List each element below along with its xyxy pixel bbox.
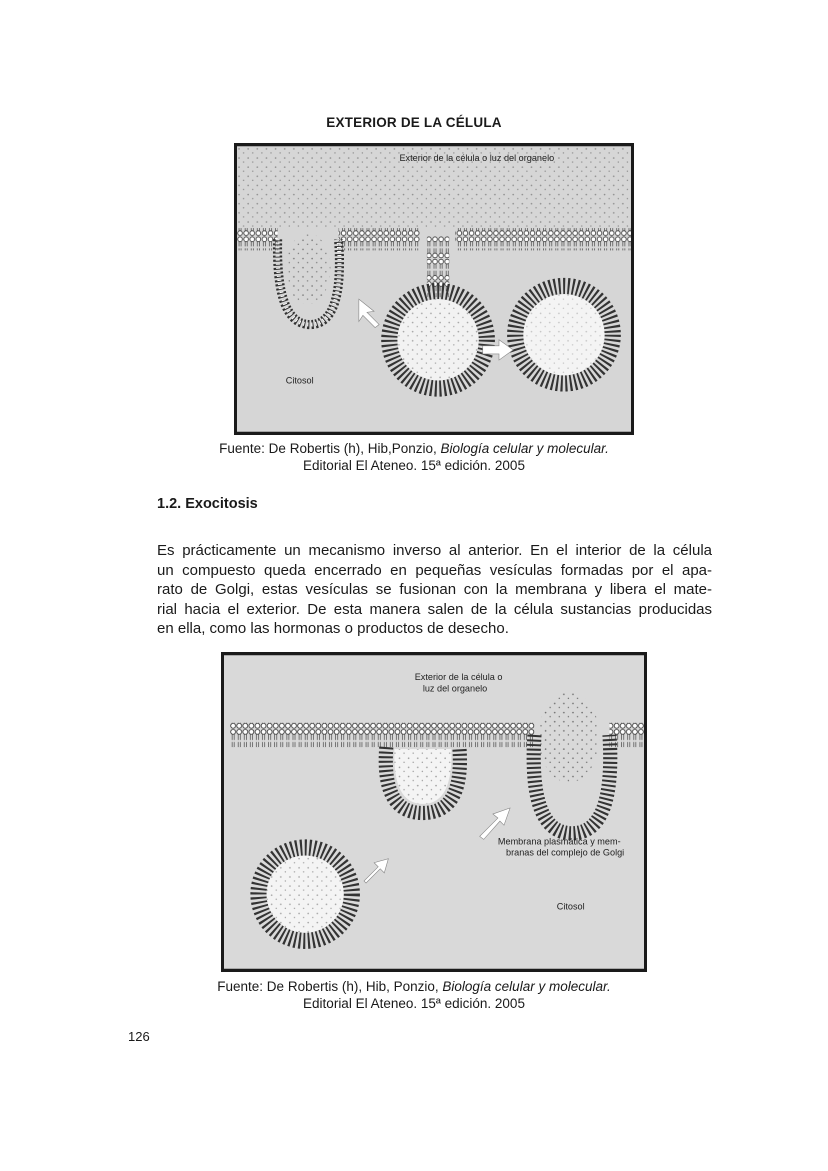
caption2-prefix: Fuente: De Robertis (h), Hib, Ponzio, — [217, 979, 443, 994]
caption1-prefix: Fuente: De Robertis (h), Hib,Ponzio, — [219, 441, 441, 456]
paragraph-line: Es prácticamente un mecanismo inverso al anterior. En el interior de la célula — [157, 542, 712, 559]
caption1-book-title: Biología celular y molecular. — [440, 441, 609, 456]
fig2-label-membrane-2: branas del complejo de Golgi — [506, 847, 625, 858]
page-number: 126 — [128, 1029, 150, 1044]
section-heading: 1.2. Exocitosis — [157, 496, 258, 512]
endocytosis-diagram — [234, 143, 634, 435]
body-paragraph — [157, 541, 712, 639]
exocytosis-diagram — [221, 652, 647, 972]
caption2-book-title: Biología celular y molecular. — [442, 979, 611, 994]
caption1-line2: Editorial El Ateneo. 15ª edición. 2005 — [303, 458, 525, 473]
fig2-label-citosol: Citosol — [556, 901, 585, 912]
paragraph-line: rato de Golgi, estas vesículas se fusionan con la membrana y libera el mate- — [157, 581, 712, 598]
fig2-label-membrane-1: Membrana plasmática y mem- — [497, 836, 621, 847]
paragraph-line: rial hacia el exterior. De esta manera salen de la célula sustancias producidas — [157, 600, 712, 618]
paragraph-line: un compuesto queda encerrado en pequeñas vesículas formadas por el apa- — [157, 561, 712, 579]
figure1-caption — [0, 440, 828, 474]
fig1-label-citosol: Citosol — [285, 375, 314, 386]
fig2-label-exterior-2: luz del organelo — [422, 683, 488, 694]
figure2-caption — [0, 978, 828, 1012]
caption2-line2: Editorial El Ateneo. 15ª edición. 2005 — [303, 996, 525, 1011]
fig1-label-exterior: Exterior de la célula o luz del organelo — [399, 153, 555, 164]
fig2-label-exterior-1: Exterior de la célula o — [414, 672, 503, 683]
paragraph-line: en ella, como las hormonas o productos de desecho. — [157, 620, 509, 637]
figure1-title: EXTERIOR DE LA CÉLULA — [326, 115, 502, 130]
